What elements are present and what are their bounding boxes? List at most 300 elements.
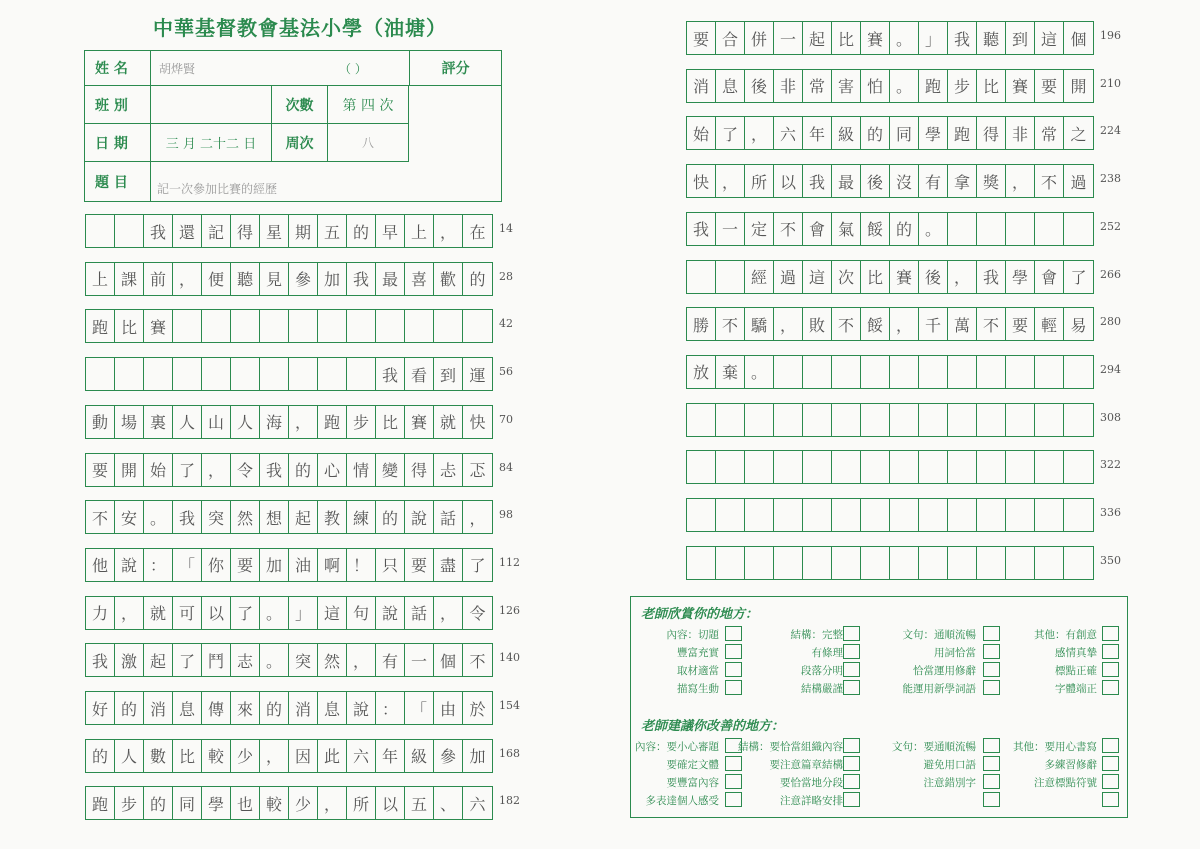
writing-square[interactable]: 看 — [405, 358, 434, 390]
writing-square[interactable]: 參 — [289, 263, 318, 295]
writing-square[interactable]: 了 — [173, 454, 202, 486]
writing-square[interactable]: 的 — [469, 270, 486, 290]
writing-square[interactable]: ， — [716, 165, 745, 197]
checklist-box[interactable] — [983, 662, 1000, 677]
writing-square[interactable] — [1006, 213, 1035, 245]
writing-square[interactable]: 同 — [173, 787, 202, 819]
writing-square[interactable]: 了 — [716, 117, 745, 149]
writing-square[interactable]: 忐 — [434, 454, 463, 486]
writing-square[interactable]: 要 — [1006, 308, 1035, 340]
writing-square[interactable]: 驕 — [745, 308, 774, 340]
writing-square[interactable]: 油 — [289, 549, 318, 581]
writing-square[interactable]: 句 — [347, 597, 376, 629]
writing-square[interactable]: 的 — [890, 213, 919, 245]
writing-square[interactable] — [260, 310, 289, 342]
writing-square[interactable]: 說 — [115, 549, 144, 581]
writing-square[interactable]: 比 — [977, 70, 1006, 102]
writing-square[interactable]: 的 — [115, 692, 144, 724]
writing-square[interactable]: 場 — [115, 406, 144, 438]
writing-square[interactable]: 消 — [289, 692, 318, 724]
writing-square[interactable]: 千 — [919, 308, 948, 340]
writing-square[interactable]: 只 — [376, 549, 405, 581]
writing-square[interactable] — [716, 404, 745, 436]
writing-square[interactable]: 年 — [376, 740, 405, 772]
writing-square[interactable] — [1064, 356, 1093, 388]
writing-square[interactable]: 跑 — [948, 117, 977, 149]
writing-square[interactable]: 期 — [289, 215, 318, 247]
writing-square[interactable]: 步 — [115, 787, 144, 819]
writing-square[interactable]: ， — [260, 740, 289, 772]
writing-square[interactable]: 也 — [231, 787, 260, 819]
writing-square[interactable]: 的 — [347, 215, 376, 247]
writing-square[interactable] — [774, 499, 803, 531]
writing-square[interactable]: 賽 — [1006, 70, 1035, 102]
checklist-box[interactable] — [983, 626, 1000, 641]
checklist-box[interactable] — [843, 680, 860, 695]
writing-square[interactable]: 比 — [115, 310, 144, 342]
checklist-box[interactable] — [983, 756, 1000, 771]
writing-square[interactable]: 以 — [774, 165, 803, 197]
writing-square[interactable]: ， — [469, 508, 486, 528]
writing-square[interactable] — [1006, 356, 1035, 388]
writing-square[interactable]: 比 — [173, 740, 202, 772]
writing-square[interactable]: 跑 — [86, 310, 115, 342]
writing-square[interactable] — [977, 499, 1006, 531]
writing-square[interactable]: 。 — [144, 501, 173, 533]
writing-square[interactable]: 怕 — [861, 70, 890, 102]
writing-square[interactable]: 。 — [260, 644, 289, 676]
writing-square[interactable]: 跑 — [318, 406, 347, 438]
writing-square[interactable]: 快 — [469, 413, 486, 433]
writing-square[interactable]: 人 — [231, 406, 260, 438]
checklist-box[interactable] — [843, 644, 860, 659]
writing-square[interactable]: 不 — [774, 213, 803, 245]
writing-square[interactable] — [144, 358, 173, 390]
writing-square[interactable]: 然 — [318, 644, 347, 676]
writing-square[interactable]: 賽 — [861, 22, 890, 54]
writing-square[interactable]: 我 — [803, 165, 832, 197]
writing-square[interactable]: 合 — [716, 22, 745, 54]
writing-square[interactable]: ， — [890, 308, 919, 340]
writing-square[interactable]: 聽 — [977, 22, 1006, 54]
writing-square[interactable]: 於 — [469, 699, 486, 719]
writing-square[interactable]: 非 — [1006, 117, 1035, 149]
writing-square[interactable]: 然 — [231, 501, 260, 533]
writing-square[interactable] — [405, 310, 434, 342]
writing-square[interactable]: 六 — [347, 740, 376, 772]
writing-square[interactable] — [1006, 451, 1035, 483]
checklist-box[interactable] — [1102, 680, 1119, 695]
checklist-box[interactable] — [1102, 626, 1119, 641]
writing-square[interactable] — [832, 499, 861, 531]
writing-square[interactable]: 。 — [260, 597, 289, 629]
writing-square[interactable]: 勝 — [687, 308, 716, 340]
writing-square[interactable]: 最 — [832, 165, 861, 197]
writing-square[interactable]: 步 — [347, 406, 376, 438]
writing-square[interactable]: 賽 — [144, 310, 173, 342]
writing-square[interactable]: 要 — [86, 454, 115, 486]
writing-square[interactable]: 話 — [405, 597, 434, 629]
writing-square[interactable]: 起 — [144, 644, 173, 676]
writing-square[interactable]: ， — [948, 261, 977, 293]
writing-square[interactable]: 常 — [803, 70, 832, 102]
writing-square[interactable]: 得 — [405, 454, 434, 486]
writing-square[interactable]: 一 — [716, 213, 745, 245]
writing-square[interactable] — [1006, 499, 1035, 531]
writing-square[interactable]: 運 — [469, 365, 486, 385]
writing-square[interactable] — [202, 310, 231, 342]
writing-square[interactable]: ， — [202, 454, 231, 486]
writing-square[interactable]: 同 — [890, 117, 919, 149]
writing-square[interactable] — [231, 358, 260, 390]
writing-square[interactable] — [977, 547, 1006, 579]
writing-square[interactable]: 一 — [774, 22, 803, 54]
writing-square[interactable]: 跑 — [86, 787, 115, 819]
writing-square[interactable]: 的 — [86, 740, 115, 772]
writing-square[interactable]: 人 — [115, 740, 144, 772]
writing-square[interactable]: 不 — [1035, 165, 1064, 197]
writing-square[interactable]: 消 — [687, 70, 716, 102]
writing-square[interactable]: 因 — [289, 740, 318, 772]
writing-square[interactable]: 喜 — [405, 263, 434, 295]
writing-square[interactable]: 心 — [318, 454, 347, 486]
checklist-box[interactable] — [843, 662, 860, 677]
checklist-box[interactable] — [725, 774, 742, 789]
writing-square[interactable]: 。 — [890, 70, 919, 102]
writing-square[interactable]: 了 — [1070, 268, 1087, 287]
writing-square[interactable] — [463, 310, 492, 342]
writing-square[interactable]: 這 — [803, 261, 832, 293]
checklist-box[interactable] — [843, 792, 860, 807]
writing-square[interactable]: 說 — [376, 597, 405, 629]
writing-square[interactable]: 次 — [832, 261, 861, 293]
writing-square[interactable]: 輕 — [1035, 308, 1064, 340]
writing-square[interactable]: 就 — [434, 406, 463, 438]
writing-square[interactable]: 個 — [434, 644, 463, 676]
checklist-box[interactable] — [843, 774, 860, 789]
writing-square[interactable]: 令 — [469, 604, 486, 624]
writing-square[interactable]: 之 — [1070, 124, 1087, 144]
writing-square[interactable]: 的 — [144, 787, 173, 819]
checklist-box[interactable] — [725, 644, 742, 659]
writing-square[interactable]: 不 — [832, 308, 861, 340]
writing-square[interactable] — [115, 358, 144, 390]
checklist-box[interactable] — [1102, 774, 1119, 789]
writing-square[interactable]: 山 — [202, 406, 231, 438]
writing-square[interactable]: 個 — [1070, 29, 1087, 49]
writing-square[interactable]: 要 — [1035, 70, 1064, 102]
writing-square[interactable]: 便 — [202, 263, 231, 295]
writing-square[interactable]: 常 — [1035, 117, 1064, 149]
writing-square[interactable]: 我 — [376, 358, 405, 390]
writing-square[interactable] — [687, 451, 716, 483]
writing-square[interactable]: 想 — [260, 501, 289, 533]
writing-square[interactable] — [1064, 547, 1093, 579]
writing-square[interactable]: 比 — [376, 406, 405, 438]
writing-square[interactable]: 變 — [376, 454, 405, 486]
writing-square[interactable] — [1035, 404, 1064, 436]
writing-square[interactable] — [919, 356, 948, 388]
writing-square[interactable]: 學 — [202, 787, 231, 819]
writing-square[interactable]: 開 — [115, 454, 144, 486]
writing-square[interactable] — [745, 451, 774, 483]
writing-square[interactable]: 加 — [318, 263, 347, 295]
writing-square[interactable] — [1035, 451, 1064, 483]
writing-square[interactable] — [919, 404, 948, 436]
writing-square[interactable]: 快 — [687, 165, 716, 197]
writing-square[interactable]: 」 — [289, 597, 318, 629]
writing-square[interactable]: 以 — [376, 787, 405, 819]
writing-square[interactable]: 級 — [405, 740, 434, 772]
writing-square[interactable] — [289, 310, 318, 342]
writing-square[interactable] — [774, 547, 803, 579]
writing-square[interactable]: 要 — [231, 549, 260, 581]
writing-square[interactable] — [919, 451, 948, 483]
writing-square[interactable]: 話 — [434, 501, 463, 533]
writing-square[interactable]: ！ — [347, 549, 376, 581]
writing-square[interactable]: ， — [289, 406, 318, 438]
writing-square[interactable] — [1064, 451, 1093, 483]
writing-square[interactable]: 後 — [919, 261, 948, 293]
writing-square[interactable]: 會 — [1035, 261, 1064, 293]
writing-square[interactable] — [948, 213, 977, 245]
writing-square[interactable]: 激 — [115, 644, 144, 676]
writing-square[interactable]: 我 — [687, 213, 716, 245]
writing-square[interactable] — [745, 404, 774, 436]
writing-square[interactable]: 在 — [469, 222, 486, 242]
class-field[interactable] — [151, 86, 272, 124]
writing-square[interactable]: 動 — [86, 406, 115, 438]
writing-square[interactable]: 可 — [173, 597, 202, 629]
writing-square[interactable]: 聽 — [231, 263, 260, 295]
writing-square[interactable]: 早 — [376, 215, 405, 247]
writing-square[interactable] — [434, 310, 463, 342]
writing-square[interactable]: 還 — [173, 215, 202, 247]
writing-square[interactable] — [890, 356, 919, 388]
writing-square[interactable]: 這 — [318, 597, 347, 629]
writing-square[interactable]: 沒 — [890, 165, 919, 197]
writing-square[interactable]: 棄 — [716, 356, 745, 388]
writing-square[interactable]: 消 — [144, 692, 173, 724]
writing-square[interactable] — [318, 310, 347, 342]
writing-square[interactable] — [948, 547, 977, 579]
checklist-box[interactable] — [1102, 738, 1119, 753]
writing-square[interactable]: 氣 — [832, 213, 861, 245]
writing-square[interactable]: 說 — [347, 692, 376, 724]
writing-square[interactable]: 說 — [405, 501, 434, 533]
writing-square[interactable] — [832, 451, 861, 483]
writing-square[interactable]: 過 — [774, 261, 803, 293]
writing-square[interactable]: 的 — [861, 117, 890, 149]
writing-square[interactable] — [890, 451, 919, 483]
writing-square[interactable]: ， — [347, 644, 376, 676]
writing-square[interactable]: 到 — [434, 358, 463, 390]
writing-square[interactable]: 以 — [202, 597, 231, 629]
checklist-box[interactable] — [983, 792, 1000, 807]
writing-square[interactable]: 不 — [86, 501, 115, 533]
writing-square[interactable]: 的 — [376, 501, 405, 533]
writing-square[interactable]: 六 — [469, 794, 486, 814]
checklist-box[interactable] — [725, 662, 742, 677]
writing-square[interactable] — [1006, 547, 1035, 579]
checklist-box[interactable] — [1102, 792, 1119, 807]
writing-square[interactable] — [861, 547, 890, 579]
writing-square[interactable] — [861, 451, 890, 483]
writing-square[interactable] — [716, 451, 745, 483]
writing-square[interactable]: 了 — [231, 597, 260, 629]
writing-square[interactable]: 得 — [977, 117, 1006, 149]
writing-square[interactable] — [861, 356, 890, 388]
writing-square[interactable]: 好 — [86, 692, 115, 724]
writing-square[interactable]: 萬 — [948, 308, 977, 340]
writing-square[interactable]: 安 — [115, 501, 144, 533]
writing-square[interactable] — [289, 358, 318, 390]
writing-square[interactable] — [977, 213, 1006, 245]
writing-square[interactable] — [832, 404, 861, 436]
writing-square[interactable] — [376, 310, 405, 342]
writing-square[interactable]: 後 — [861, 165, 890, 197]
writing-square[interactable]: 加 — [469, 747, 486, 767]
checklist-box[interactable] — [725, 626, 742, 641]
writing-square[interactable]: 後 — [745, 70, 774, 102]
writing-square[interactable]: 突 — [289, 644, 318, 676]
writing-square[interactable]: 歡 — [434, 263, 463, 295]
checklist-box[interactable] — [983, 738, 1000, 753]
writing-square[interactable]: ， — [745, 117, 774, 149]
writing-square[interactable] — [687, 499, 716, 531]
writing-square[interactable] — [260, 358, 289, 390]
writing-square[interactable] — [919, 547, 948, 579]
writing-square[interactable]: 此 — [318, 740, 347, 772]
writing-square[interactable]: 、 — [434, 787, 463, 819]
writing-square[interactable]: 加 — [260, 549, 289, 581]
writing-square[interactable]: 年 — [803, 117, 832, 149]
writing-square[interactable]: 起 — [803, 22, 832, 54]
writing-square[interactable]: 開 — [1070, 77, 1087, 97]
writing-square[interactable]: 餒 — [861, 308, 890, 340]
writing-square[interactable] — [1064, 499, 1093, 531]
writing-square[interactable]: 前 — [144, 263, 173, 295]
checklist-box[interactable] — [1102, 662, 1119, 677]
writing-square[interactable]: 數 — [144, 740, 173, 772]
writing-square[interactable] — [803, 451, 832, 483]
writing-square[interactable]: 得 — [231, 215, 260, 247]
writing-square[interactable]: 突 — [202, 501, 231, 533]
writing-square[interactable] — [948, 356, 977, 388]
writing-square[interactable]: 始 — [144, 454, 173, 486]
writing-square[interactable]: 有 — [376, 644, 405, 676]
checklist-box[interactable] — [725, 756, 742, 771]
writing-square[interactable]: 級 — [832, 117, 861, 149]
writing-square[interactable]: ， — [434, 215, 463, 247]
writing-square[interactable]: 餒 — [861, 213, 890, 245]
writing-square[interactable]: ， — [115, 597, 144, 629]
writing-square[interactable] — [890, 547, 919, 579]
writing-square[interactable] — [115, 215, 144, 247]
checklist-box[interactable] — [1102, 756, 1119, 771]
writing-square[interactable] — [948, 451, 977, 483]
writing-square[interactable]: 賽 — [405, 406, 434, 438]
writing-square[interactable]: 」 — [919, 22, 948, 54]
writing-square[interactable]: 會 — [803, 213, 832, 245]
writing-square[interactable]: 見 — [260, 263, 289, 295]
writing-square[interactable]: 最 — [376, 263, 405, 295]
writing-square[interactable]: 五 — [405, 787, 434, 819]
checklist-box[interactable] — [843, 756, 860, 771]
writing-square[interactable]: 忑 — [469, 461, 486, 480]
writing-square[interactable] — [803, 404, 832, 436]
writing-square[interactable]: 裏 — [144, 406, 173, 438]
writing-square[interactable] — [173, 310, 202, 342]
writing-square[interactable] — [318, 358, 347, 390]
writing-square[interactable] — [86, 358, 115, 390]
writing-square[interactable] — [231, 310, 260, 342]
writing-square[interactable]: 我 — [144, 215, 173, 247]
writing-square[interactable]: 你 — [202, 549, 231, 581]
writing-square[interactable]: 星 — [260, 215, 289, 247]
writing-square[interactable]: 敗 — [803, 308, 832, 340]
checklist-box[interactable] — [983, 680, 1000, 695]
writing-square[interactable]: 力 — [86, 597, 115, 629]
writing-square[interactable]: 志 — [231, 644, 260, 676]
writing-square[interactable]: 。 — [890, 22, 919, 54]
writing-square[interactable]: 就 — [144, 597, 173, 629]
writing-square[interactable] — [1035, 499, 1064, 531]
writing-square[interactable]: 情 — [347, 454, 376, 486]
writing-square[interactable]: 來 — [231, 692, 260, 724]
writing-square[interactable] — [347, 358, 376, 390]
writing-square[interactable] — [687, 261, 716, 293]
writing-square[interactable] — [745, 547, 774, 579]
writing-square[interactable] — [977, 451, 1006, 483]
writing-square[interactable]: 害 — [832, 70, 861, 102]
writing-square[interactable] — [1064, 213, 1093, 245]
writing-square[interactable] — [803, 356, 832, 388]
writing-square[interactable]: 易 — [1070, 315, 1087, 335]
writing-square[interactable]: 「 — [173, 549, 202, 581]
writing-square[interactable]: 學 — [919, 117, 948, 149]
writing-square[interactable]: 我 — [347, 263, 376, 295]
writing-square[interactable] — [1064, 404, 1093, 436]
writing-square[interactable]: 獎 — [977, 165, 1006, 197]
writing-square[interactable]: 比 — [832, 22, 861, 54]
writing-square[interactable] — [716, 547, 745, 579]
writing-square[interactable]: 經 — [745, 261, 774, 293]
writing-square[interactable]: 到 — [1006, 22, 1035, 54]
writing-square[interactable] — [173, 358, 202, 390]
writing-square[interactable] — [1035, 213, 1064, 245]
writing-square[interactable] — [774, 451, 803, 483]
name-field[interactable] — [151, 51, 409, 86]
writing-square[interactable] — [890, 404, 919, 436]
writing-square[interactable]: 少 — [231, 740, 260, 772]
writing-square[interactable]: 了 — [173, 644, 202, 676]
writing-square[interactable]: 練 — [347, 501, 376, 533]
writing-square[interactable] — [1035, 547, 1064, 579]
writing-square[interactable] — [1035, 356, 1064, 388]
writing-square[interactable]: 了 — [469, 556, 486, 576]
writing-square[interactable]: 一 — [405, 644, 434, 676]
writing-square[interactable] — [716, 499, 745, 531]
writing-square[interactable] — [774, 356, 803, 388]
writing-square[interactable]: 我 — [260, 454, 289, 486]
writing-square[interactable] — [803, 499, 832, 531]
writing-square[interactable] — [832, 356, 861, 388]
writing-square[interactable]: 息 — [173, 692, 202, 724]
writing-square[interactable]: 五 — [318, 215, 347, 247]
writing-square[interactable]: 課 — [115, 263, 144, 295]
writing-square[interactable]: 較 — [260, 787, 289, 819]
